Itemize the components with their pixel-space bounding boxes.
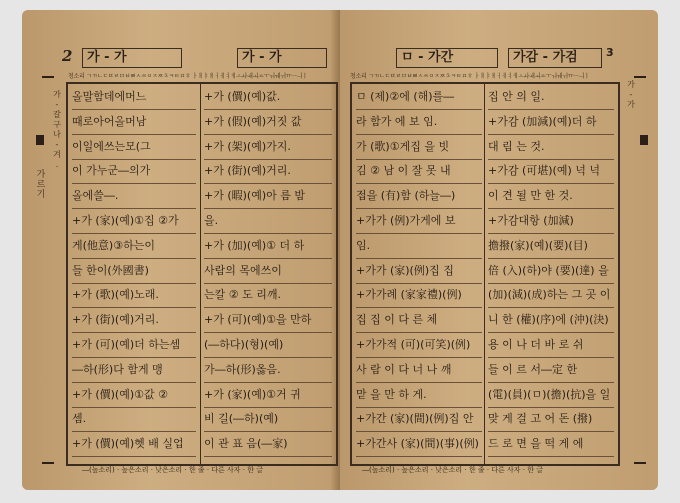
dictionary-entry-line: +가 (加)(예)① 더 하: [204, 238, 305, 252]
dictionary-entry-line: +가 (可)(예)①을 만하: [204, 313, 312, 327]
dictionary-entry-line: +가가례 (家家禮)(例): [356, 288, 462, 302]
left-consonant-strip: 청소리 ㄱㄲㄴㄷㄸㄹㅁㅂㅃㅅㅆㅇㅈㅉㅊㅋㅌㅍㅎ ㅏㅐㅑㅒㅓㅔㅕㅖㅗㅘㅙㅚㅛㅜㅝㅞㅟㅠㅡㅢㅣ: [68, 73, 308, 80]
right-header-box-1: ㅁ - 가간: [396, 48, 498, 68]
dictionary-entry-line: +가 (假)(예)거짓 값: [204, 114, 302, 128]
dictionary-entry-line: 을.: [204, 214, 219, 227]
dictionary-entry-line: (電)(員)(ㅁ)(擔)(抗)을 일: [488, 387, 611, 401]
dictionary-entry-line: +가 (家)(예)①거 귀: [204, 387, 301, 401]
dictionary-entry-line: +가 (架)(예)가지.: [204, 139, 291, 153]
right-thumb-tab: [640, 135, 648, 145]
dictionary-entry-line: +가 (價)(예)헷 배 실업: [72, 437, 184, 451]
left-thumb-tab: [36, 135, 44, 145]
right-column-divider: [484, 84, 485, 464]
ruled-line: [72, 456, 196, 457]
dictionary-entry-line: 용 이 나 더 바 로 쉬: [488, 338, 584, 351]
dictionary-entry-line: (加)(減)(成)하는 그 곳 이: [488, 288, 611, 302]
right-page-number: 3: [606, 46, 614, 59]
left-margin-tick: [42, 462, 54, 464]
dictionary-entry-line: 라 함가 에 보 임.: [356, 114, 438, 128]
dictionary-entry-line: +가 (街)(예)거리.: [72, 313, 159, 327]
left-page: [22, 10, 340, 490]
dictionary-entry-line: +가 (價)(예)값.: [204, 90, 281, 103]
dictionary-entry-line: (―하다)(형)(예): [204, 338, 284, 351]
dictionary-entry-line: ㅁ (제)②에 (해)를―: [356, 90, 455, 103]
right-margin-tick: [634, 462, 646, 464]
dictionary-entry-line: 비 길(―하)(예): [204, 412, 279, 426]
dictionary-entry-line: 이 관 표 음(―家): [204, 437, 288, 451]
left-side-label: 가르기: [36, 170, 46, 200]
dictionary-entry-line: 집 집 이 다 른 체: [356, 313, 438, 327]
left-side-index: 가 - 갈 구 나 - 겨 .: [53, 90, 61, 169]
dictionary-entry-line: 는칼 ② 도 리깨.: [204, 288, 281, 302]
right-header-box-2: 가감 - 가검: [508, 48, 602, 68]
dictionary-entry-line: 니 한 (權)(序)에 (沖)(決): [488, 313, 609, 327]
dictionary-entry-line: 이 가누군―의가: [72, 164, 151, 178]
ruled-line: [488, 456, 614, 457]
right-footer-legend: ―(높소리) · 높은소리 · 낮은소리 · 한 줄 · 다른 사자 · 한 글: [362, 466, 543, 474]
dictionary-entry-line: +가감 (可堪)(예) 넉 넉: [488, 164, 601, 178]
left-page-number: 2: [62, 47, 73, 65]
dictionary-entry-line: 이일에쓰는모(그: [72, 139, 151, 153]
dictionary-entry-line: +가감 (加減)(예)더 하: [488, 114, 597, 128]
left-header-box-1: 가 - 가: [82, 48, 182, 68]
left-column-divider: [200, 84, 201, 464]
dictionary-entry-line: 대 림 는 것.: [488, 139, 545, 153]
ruled-line: [356, 456, 482, 457]
dictionary-entry-line: 들 이 르 서―定 한: [488, 362, 578, 376]
left-header-box-2: 가 - 가: [237, 48, 327, 68]
dictionary-entry-line: 맏 을 만 하 게.: [356, 387, 427, 401]
dictionary-entry-line: 들 한이(外國書): [72, 263, 149, 277]
dictionary-entry-line: +가간사 (家)(間)(事)(例): [356, 437, 479, 451]
dictionary-entry-line: 倍 (入)(하)야 (要)(達) 을: [488, 263, 609, 277]
right-page: [340, 10, 658, 490]
dictionary-entry-line: +가가 (例)가게에 보: [356, 214, 456, 227]
right-margin-tick: [634, 76, 646, 78]
dictionary-entry-line: ―하(形)다 함게 맹: [72, 362, 163, 376]
dictionary-entry-line: +가 (街)(예)거리.: [204, 164, 291, 178]
dictionary-entry-line: +가 (歌)(예)노래.: [72, 288, 159, 302]
dictionary-entry-line: +가감대항 (加減): [488, 214, 574, 227]
dictionary-entry-line: 김 ② 남 이 잘 못 내: [356, 164, 451, 178]
dictionary-entry-line: 드 로 면 을 떡 게 에: [488, 437, 584, 451]
right-side-index: 가 - 가: [627, 80, 635, 109]
dictionary-entry-line: 가―하(形)옳음.: [204, 362, 281, 376]
dictionary-entry-line: 맞 게 걸 고 어 돈 (撥): [488, 412, 593, 426]
dictionary-entry-line: 이 견 될 만 한 것.: [488, 189, 573, 203]
left-footer-legend: ―(높소리) · 높은소리 · 낮은소리 · 한 줄 · 다른 사자 · 한 글: [82, 466, 263, 474]
right-consonant-strip: 청소리 ㄱㄲㄴㄷㄸㄹㅁㅂㅃㅅㅆㅇㅈㅉㅊㅋㅌㅍㅎ ㅏㅐㅑㅒㅓㅔㅕㅖㅗㅘㅙㅚㅛㅜㅝㅞㅟㅠㅡㅢㅣ: [350, 73, 590, 80]
dictionary-entry-line: +가간 (家)(間)(例)집 안: [356, 412, 474, 426]
dictionary-entry-line: 사 람 이 다 너 나 깨: [356, 362, 452, 376]
ruled-line: [204, 456, 332, 457]
dictionary-entry-line: +가가 (家)(例)집 집: [356, 263, 454, 277]
dictionary-entry-line: 올에쓸―.: [72, 189, 119, 203]
dictionary-entry-line: 임.: [356, 238, 371, 252]
dictionary-entry-line: +가 (可)(예)더 하는셈: [72, 338, 181, 351]
dictionary-entry-line: 집 안 의 일.: [488, 90, 545, 103]
dictionary-entry-line: +가가적 (可)(可笑)(例): [356, 338, 471, 351]
dictionary-entry-line: +가 (家)(예)①집 ②가: [72, 214, 179, 227]
dictionary-entry-line: +가 (價)(예)①값 ②: [72, 387, 168, 401]
dictionary-entry-line: 사람의 목에쓰이: [204, 263, 282, 277]
dictionary-entry-line: 올말함데에머느: [72, 90, 147, 103]
open-book: [22, 10, 658, 490]
dictionary-entry-line: 擔撥(家)(예)(要)(目): [488, 238, 588, 252]
dictionary-entry-line: +가 (暇)(예)아 름 밤: [204, 189, 306, 203]
dictionary-entry-line: 셈.: [72, 412, 87, 426]
dictionary-entry-line: 가 (歌)①게집 을 빗: [356, 139, 450, 153]
left-margin-tick: [42, 76, 54, 78]
dictionary-entry-line: 접을 (有)함 (하늘―): [356, 189, 456, 203]
dictionary-entry-line: 때로아어올머남: [72, 114, 147, 128]
dictionary-entry-line: 게(他意)③하는이: [72, 238, 155, 252]
